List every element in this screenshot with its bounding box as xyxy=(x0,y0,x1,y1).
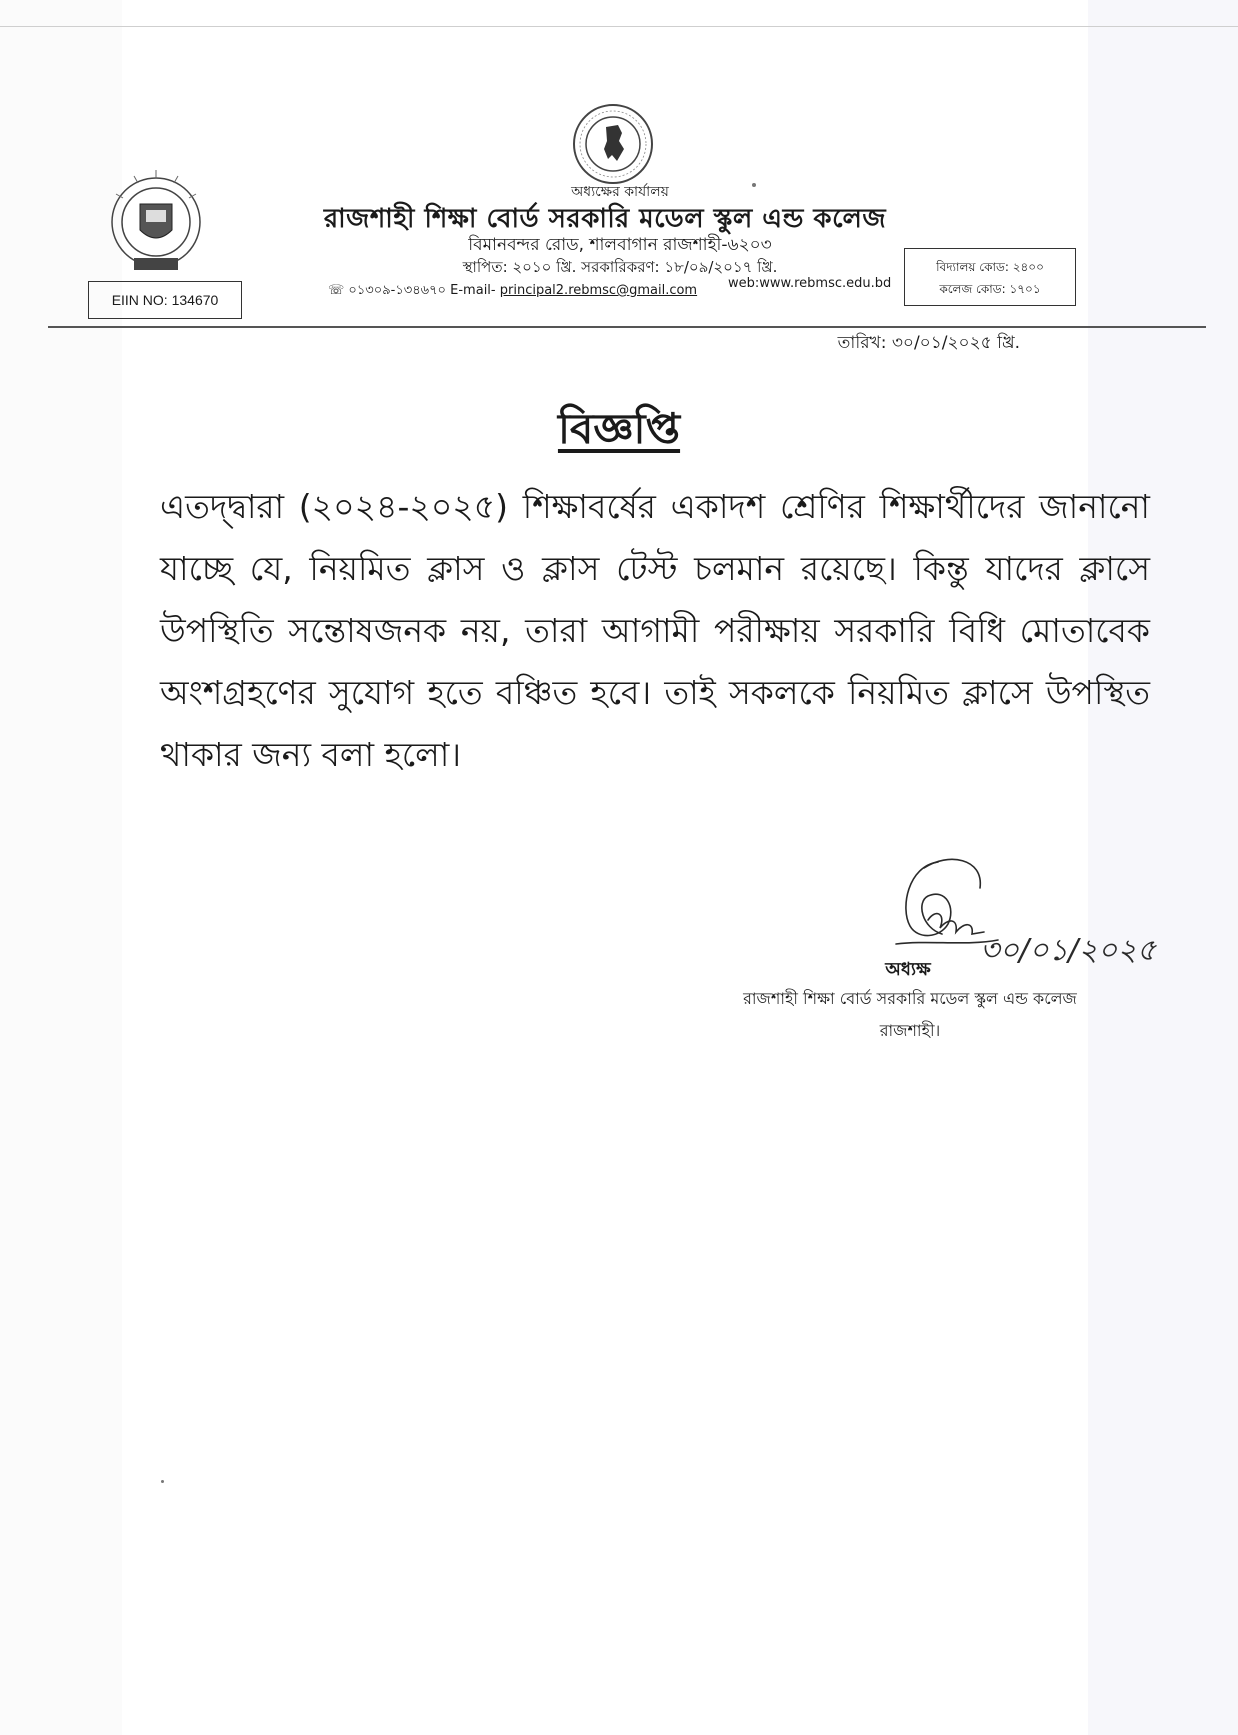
notice-title xyxy=(400,396,838,467)
signatory-title: অধ্যক্ষ xyxy=(885,959,931,980)
scan-speck xyxy=(752,183,756,187)
notice-body: এতদ্দ্বারা (২০২৪-২০২৫) শিক্ষাবর্ষের একাদশ শ্রেণির শিক্ষার্থীদের জানানো যাচ্ছে যে, নিয়মিত ক্লাস ও ক্লাস টেস্ট চলমান রয়েছে। কিন্তু যাদের ক্লাসে উপস্থিতি সন্তোষজনক নয়, তারা আগামী পরীক্ষায় সরকারি বিধি মোতাবেক অংশগ্রহণের সুযোগ হতে বঞ্চিত হবে। তাই সকলকে নিয়মিত ক্লাসে উপস্থিত থাকার জন্য বলা হলো। xyxy=(160,487,1150,774)
signatory-city: রাজশাহী। xyxy=(879,1021,941,1040)
eiin-box xyxy=(88,281,242,319)
email-address[interactable]: principal2.rebmsc@gmail.com xyxy=(499,283,698,298)
notice-date: তারিখ: ৩০/০১/২০২৫ খ্রি. xyxy=(837,333,1020,353)
contact-line xyxy=(328,281,728,302)
phone-number: ০১৩০৯-১৩৪৬৭০ xyxy=(348,283,447,298)
notice-title-text: বিজ্ঞপ্তি xyxy=(557,404,681,453)
eiin-number: EIIN NO: 134670 xyxy=(111,292,219,308)
school-code: বিদ্যালয় কোড: ২৪০০ xyxy=(936,260,1044,274)
header-divider xyxy=(48,326,1206,328)
signature-date: ৩০/০১/২০২৫ xyxy=(980,933,1157,968)
school-crest-icon xyxy=(104,166,208,278)
telephone-icon: ☏ xyxy=(328,283,345,298)
scan-edge-top xyxy=(0,26,1238,27)
school-name: রাজশাহী শিক্ষা বোর্ড সরকারি মডেল স্কুল এন্ড কলেজ xyxy=(323,204,887,234)
established-info: স্থাপিত: ২০১০ খ্রি. সরকারিকরণ: ১৮/০৯/২০১৭ খ্রি. xyxy=(462,258,778,276)
college-code: কলেজ কোড: ১৭০১ xyxy=(939,282,1041,296)
signatory-institution: রাজশাহী শিক্ষা বোর্ড সরকারি মডেল স্কুল এন্ড কলেজ xyxy=(743,989,1077,1008)
office-label: অধ্যক্ষের কার্যালয় xyxy=(571,184,669,200)
email-label: E-mail- xyxy=(450,283,496,298)
institution-code-box xyxy=(904,248,1076,306)
website-link[interactable]: web:www.rebmsc.edu.bd xyxy=(728,276,892,291)
scan-speck xyxy=(161,1480,164,1483)
bangladesh-government-seal-icon xyxy=(572,103,654,185)
school-address: বিমানবন্দর রোড, শালবাগান রাজশাহী-৬২০৩ xyxy=(468,235,772,255)
